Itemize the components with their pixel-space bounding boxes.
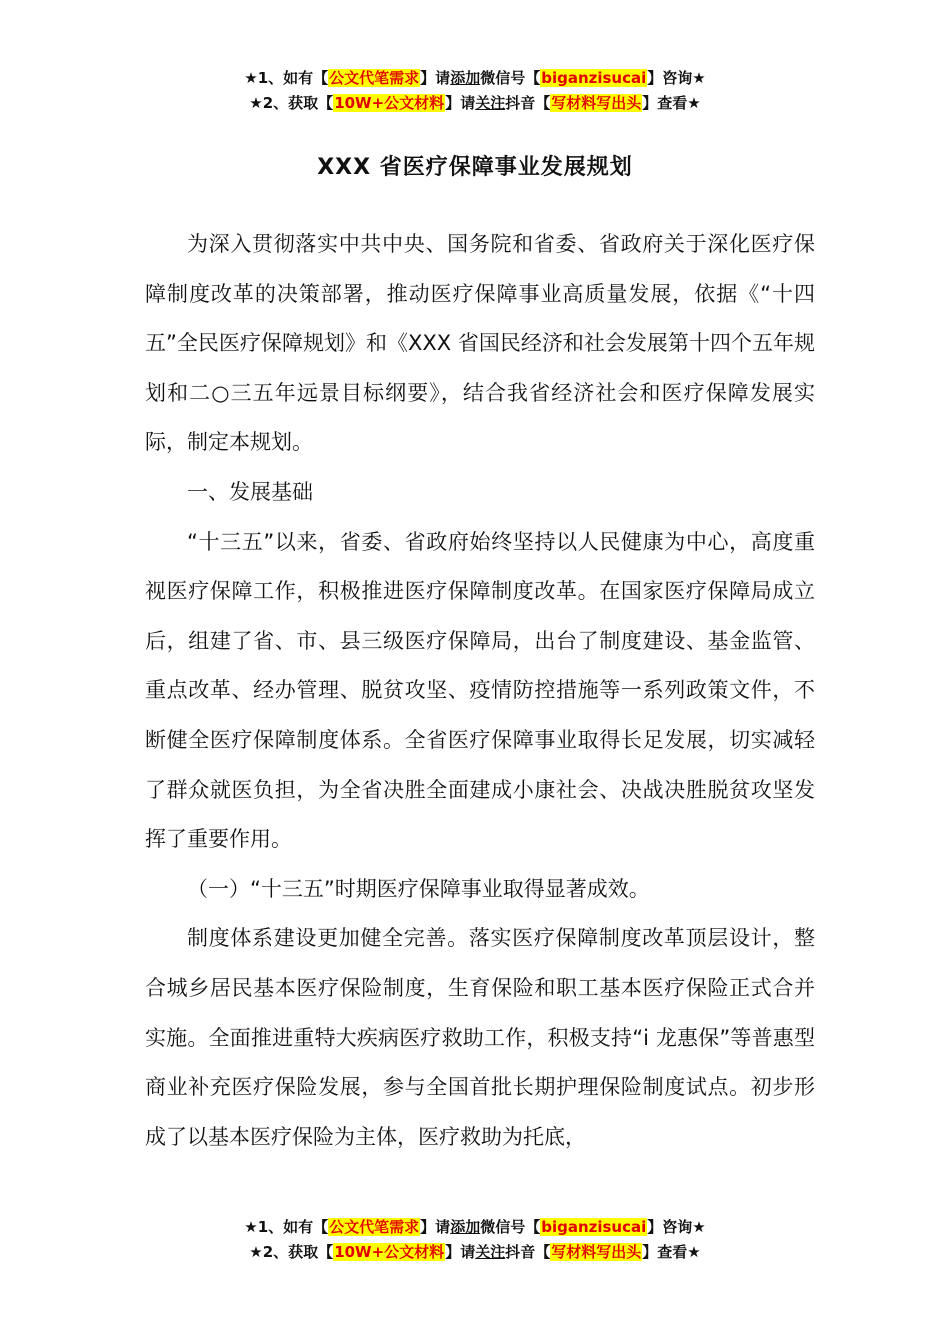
banner-text: ★1、如有【 xyxy=(244,1218,329,1236)
banner-text: 】请 xyxy=(420,69,451,87)
banner-text: 微信号【 xyxy=(480,69,541,87)
banner-text: ★2、获取【 xyxy=(249,94,334,112)
banner-text: 】请 xyxy=(420,1218,451,1236)
banner-line-1 xyxy=(0,66,950,91)
highlight-materials: 10W+公文材料 xyxy=(334,94,445,112)
paragraph-background: “十三五”以来，省委、省政府始终坚持以人民健康为中心，高度重视医疗保障工作，积极推进医疗保障制度改革。在国家医疗保障局成立后，组建了省、市、县三级医疗保障局，出台了制度建设、基金监管、重点改革、经办管理、脱贫攻坚、疫情防控措施等一系列政策文件，不断健全医疗保障制度体系。全省医疗保障事业取得长足发展，切实减轻了群众就医负担，为全省决胜全面建成小康社会、决战决胜脱贫攻坚发挥了重要作用。 xyxy=(145,529,815,852)
banner-text: 】查看★ xyxy=(642,1243,701,1261)
subsection-heading: （一）“十三五”时期医疗保障事业取得显著成效。 xyxy=(187,876,650,901)
highlight-service: 公文代笔需求 xyxy=(329,1218,420,1236)
banner-text: 】咨询★ xyxy=(647,69,706,87)
document-title: XXX 省医疗保障事业发展规划 xyxy=(317,155,633,180)
banner-text: 】咨询★ xyxy=(647,1218,706,1236)
banner-line-2 xyxy=(0,91,950,116)
banner-text: 抖音【 xyxy=(505,1243,551,1261)
underlined-text: 关注 xyxy=(475,94,506,112)
highlight-materials: 10W+公文材料 xyxy=(334,1243,445,1261)
banner-text: 】查看★ xyxy=(642,94,701,112)
banner-text: 】请 xyxy=(445,1243,476,1261)
document-body xyxy=(145,220,815,1162)
banner-text: ★2、获取【 xyxy=(249,1243,334,1261)
banner-text: ★1、如有【 xyxy=(244,69,329,87)
banner-text: 】请 xyxy=(445,94,476,112)
banner-line-1 xyxy=(0,1215,950,1240)
highlight-wechat-id: biganzisucai xyxy=(541,69,647,87)
banner-text: 抖音【 xyxy=(505,94,551,112)
header-banner xyxy=(0,66,950,116)
underlined-text: 关注 xyxy=(475,1243,506,1261)
highlight-douyin-account: 写材料写出头 xyxy=(551,94,642,112)
highlight-service: 公文代笔需求 xyxy=(329,69,420,87)
underlined-text: 添加 xyxy=(450,69,481,87)
highlight-douyin-account: 写材料写出头 xyxy=(551,1243,642,1261)
highlight-wechat-id: biganzisucai xyxy=(541,1218,647,1236)
underlined-text: 添加 xyxy=(450,1218,481,1236)
banner-line-2 xyxy=(0,1240,950,1265)
paragraph-system-building: 制度体系建设更加健全完善。落实医疗保障制度改革顶层设计，整合城乡居民基本医疗保险制度，生育保险和职工基本医疗保险正式合并实施。全面推进重特大疾病医疗救助工作，积极支持“i 龙惠保”等普惠型商业补充医疗保险发展，参与全国首批长期护理保险制度试点。初步形成了以基本医疗保险为主体，医疗救助为托底， xyxy=(145,926,815,1149)
footer-banner xyxy=(0,1215,950,1265)
section-heading: 一、发展基础 xyxy=(187,479,313,504)
paragraph-intro: 为深入贯彻落实中共中央、国务院和省委、省政府关于深化医疗保障制度改革的决策部署，推动医疗保障事业高质量发展，依据《“十四五”全民医疗保障规划》和《XXX 省国民经济和社会发展第十四个五年规划和二○三五年远景目标纲要》，结合我省经济社会和医疗保障发展实际，制定本规划。 xyxy=(145,232,815,455)
banner-text: 微信号【 xyxy=(480,1218,541,1236)
